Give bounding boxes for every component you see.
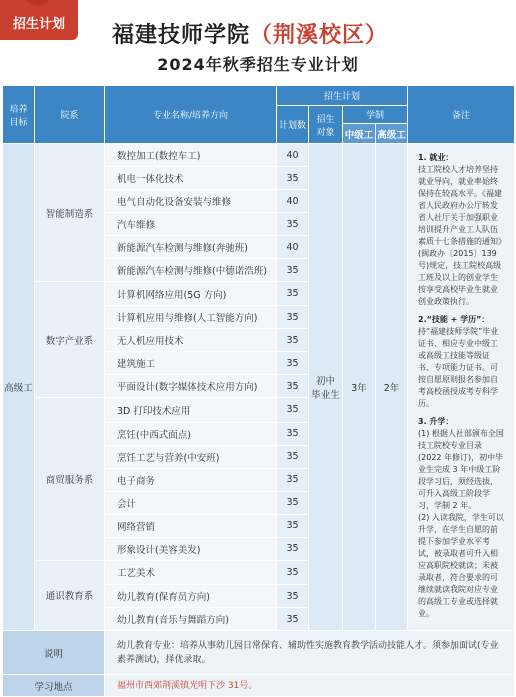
- header-count: 计划数: [277, 106, 309, 144]
- address-row: [3, 675, 515, 697]
- major-cell: 工艺美术: [105, 560, 277, 584]
- header-object: 招生 对象: [309, 106, 343, 144]
- note-item: [418, 152, 504, 308]
- major-cell: 3D 打印技术应用: [105, 398, 277, 422]
- major-cell: 平面设计(数字媒体技术应用方向): [105, 375, 277, 398]
- major-cell: 幼儿教育(保育员方向): [105, 585, 277, 608]
- title-main: 福建技师学院: [112, 23, 251, 48]
- note-head: 1. 就业：: [418, 153, 454, 162]
- count-cell: 40: [277, 236, 309, 259]
- count-cell: 40: [277, 190, 309, 213]
- header-major: 专业名称/培养方向: [105, 86, 277, 144]
- dept-cell: 智能制造系: [35, 144, 105, 282]
- major-cell: 形象设计(美容美发): [105, 537, 277, 560]
- note-body: (1) 根据人社部颁布全国技工院校专业目录(2022 年修订)，初中毕业生完成 3 年中级工阶段学习后，须经选拔，可升入高级工阶段学习，学制 2 年。 (2) 入读我院，学生可以升学，在学生自愿的前提下参加学业水平考试，被录取者可升入相应高职院校就读；未被录取者，符合要求的可继续就读我院对应专业的高级工专业或选择就业。: [418, 429, 504, 618]
- high-duration-cell: 2年: [376, 144, 408, 631]
- major-cell: 幼儿教育(音乐与舞蹈方向): [105, 608, 277, 631]
- major-cell: 烹饪(中西式面点): [105, 422, 277, 445]
- major-cell: 数控加工(数控车工): [105, 144, 277, 167]
- page-title: [112, 18, 388, 49]
- header-notes: 备注: [408, 86, 515, 144]
- count-cell: 35: [277, 537, 309, 560]
- count-cell: 35: [277, 259, 309, 282]
- count-cell: 35: [277, 560, 309, 584]
- major-cell: 无人机应用技术: [105, 329, 277, 352]
- major-cell: 电气自动化设备安装与维修: [105, 190, 277, 213]
- dept-cell: 通识教育系: [35, 560, 105, 630]
- address-label: 学习地点: [3, 675, 105, 697]
- count-cell: 35: [277, 608, 309, 631]
- count-cell: 35: [277, 213, 309, 236]
- ribbon-label: 招生计划: [12, 17, 65, 32]
- ribbon-badge: [0, 0, 78, 40]
- header-mid: 中级工: [343, 124, 376, 144]
- count-cell: 35: [277, 468, 309, 491]
- count-cell: 35: [277, 329, 309, 352]
- count-cell: 35: [277, 398, 309, 422]
- mid-duration-cell: 3年: [343, 144, 376, 631]
- major-cell: 汽车维修: [105, 213, 277, 236]
- major-cell: 电子商务: [105, 468, 277, 491]
- note-body: 持“福建技师学院”毕业证书、相应专业中级工或高级工技能等级证书、专项能力证书。可按自愿原则报名参加自考高校函授成考专科学历。: [418, 327, 499, 408]
- count-cell: 35: [277, 445, 309, 468]
- header-plan: 招生计划: [277, 86, 408, 106]
- ribbon-decoration: [24, 0, 52, 6]
- header-target: 培养 目标: [3, 86, 35, 144]
- description-row: [3, 631, 515, 675]
- address-text: 福州市西郊荆溪镇光明下沙 31号。: [105, 675, 515, 697]
- major-cell: 新能源汽车检测与维修(奔驰班): [105, 236, 277, 259]
- count-cell: 35: [277, 491, 309, 514]
- major-cell: 计算机网络应用(5G 方向): [105, 282, 277, 306]
- major-cell: 新能源汽车检测与维修(中德诺浩班): [105, 259, 277, 282]
- count-cell: 40: [277, 144, 309, 167]
- description-label: 说明: [3, 631, 105, 675]
- header-dept: 院系: [35, 86, 105, 144]
- count-cell: 35: [277, 375, 309, 398]
- count-cell: 35: [277, 422, 309, 445]
- note-item: [418, 314, 504, 410]
- notes-cell: [408, 144, 515, 631]
- note-head: 3. 升学：: [418, 417, 454, 426]
- title-accent: （荆溪校区）: [250, 23, 389, 48]
- major-cell: 网络营销: [105, 514, 277, 537]
- major-cell: 烹饪工艺与营养(中安班): [105, 445, 277, 468]
- note-head: 2.“技能 + 学历”：: [418, 315, 490, 324]
- dept-cell: 数字产业系: [35, 282, 105, 398]
- major-cell: 建筑施工: [105, 352, 277, 375]
- count-cell: 35: [277, 352, 309, 375]
- header-schooling: 学制: [343, 106, 408, 124]
- major-cell: 会计: [105, 491, 277, 514]
- note-body: 技工院校人才培养坚持就业导向，就业率始终保持在较高水平。《福建省人民政府办公厅转发省人社厅关于加强职业培训提升产业工人队伍素质十七条措施的通知》(闽政办〔2015〕139 号)规定，技工院校高级工班及以上的创业学生按享受高校毕业生就业创业政策执行。: [418, 165, 503, 306]
- object-cell: 初中 毕业生: [309, 144, 343, 631]
- page-subtitle: 2024年秋季招生专业计划: [157, 55, 359, 74]
- table-row: [3, 144, 515, 167]
- dept-cell: 商贸服务系: [35, 398, 105, 560]
- count-cell: 35: [277, 514, 309, 537]
- count-cell: 35: [277, 306, 309, 329]
- major-cell: 机电一体化技术: [105, 167, 277, 190]
- description-text: 幼儿教育专业：培养从事幼儿园日常保育、辅助性实施教育教学活动技能人才。须参加面试(专业素养测试)，择优录取。: [105, 631, 515, 675]
- enrollment-table: [2, 85, 515, 697]
- note-item: [418, 416, 504, 620]
- target-cell: 高级工: [3, 144, 35, 631]
- count-cell: 35: [277, 282, 309, 306]
- count-cell: 35: [277, 585, 309, 608]
- count-cell: 35: [277, 167, 309, 190]
- header-high: 高级工: [376, 124, 408, 144]
- major-cell: 计算机应用与维修(人工智能方向): [105, 306, 277, 329]
